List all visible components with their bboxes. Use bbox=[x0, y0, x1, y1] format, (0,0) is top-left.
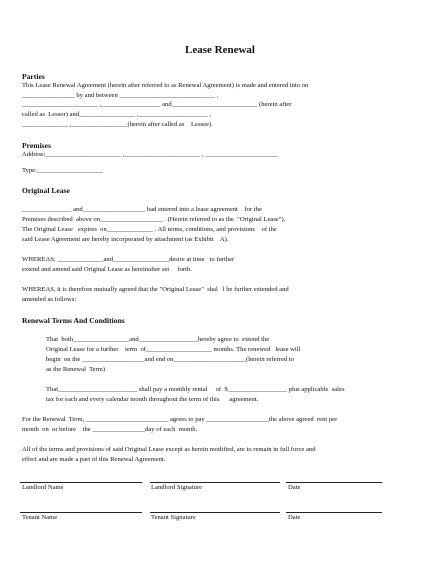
renewal-p4-line-1: All of the terms and provisions of said Original Lease except as herein modified, are to remain in full force and bbox=[22, 446, 316, 453]
landlord-name-label: Landlord Name bbox=[22, 484, 64, 491]
renewal-p4-line-2: effect and are made a part of this Renewal Agreement. bbox=[22, 456, 166, 463]
original-lease-p3-line-1: WHEREAS, it is therefore mutually agreed that the "Original Lease" shal l be further extended and bbox=[22, 286, 289, 293]
renewal-p3-line-1: For the Renewal Term, _________________________ agrees to pay ___________________the above agreed rent per bbox=[22, 416, 338, 423]
original-lease-p1-line-1: _______________ and___________________ had entered into a lease agreement for the bbox=[22, 206, 262, 213]
original-lease-p2-line-1: WHEREAS; ______________and_________________desire at time to further bbox=[22, 256, 235, 263]
renewal-p1-line-1: That both_________________and__________________hereby agree to extend the bbox=[46, 336, 270, 343]
landlord-name-line[interactable] bbox=[20, 482, 142, 483]
date-label-2: Date bbox=[288, 514, 301, 521]
date-label-1: Date bbox=[288, 484, 301, 491]
parties-line-3: _______________________ ,__________________ and__________________________ (herein after bbox=[22, 101, 292, 108]
landlord-signature-label: Landlord Signature bbox=[151, 484, 203, 491]
tenant-signature-label: Tenant Signature bbox=[151, 514, 196, 521]
renewal-p1-line-4: as the Renewal Term) bbox=[46, 366, 106, 373]
renewal-p2-line-1: That________________________ shall pay a monthly rental of $__________________ plus applicable sales bbox=[46, 386, 345, 393]
page-title: Lease Renewal bbox=[185, 44, 255, 56]
original-lease-heading: Original Lease bbox=[22, 186, 70, 195]
original-lease-p2-line-2: extend and amend said Original Lease as hereinafter set forth. bbox=[22, 266, 192, 273]
parties-line-2: ________________ by and between _____________________________ , bbox=[22, 92, 219, 99]
renewal-p3-line-2: month on or before the ________________day of each month. bbox=[22, 426, 198, 433]
parties-line-5: ______________ ,_________________(herein after called as Lessee). bbox=[22, 121, 213, 128]
original-lease-p1-line-3: The Original Lease expires on______________ . All terms, conditions, and provisions of the bbox=[22, 226, 277, 233]
parties-line-1: This Lease Renewal Agreement (herein after referred to as Renewal Agreement) is made and entered into on bbox=[22, 82, 309, 89]
tenant-name-line[interactable] bbox=[20, 512, 142, 513]
tenant-name-label: Tenant Name bbox=[22, 514, 58, 521]
renewal-heading: Renewal Terms And Conditions bbox=[22, 316, 125, 325]
original-lease-p1-line-2: Premises described above on___________________ . (Herein referred to as the "Original Lease"). bbox=[22, 216, 286, 223]
tenant-signature-line[interactable] bbox=[150, 512, 280, 513]
premises-type: Type:____________________ bbox=[22, 167, 103, 174]
landlord-signature-line[interactable] bbox=[150, 482, 280, 483]
parties-line-4: called as Lessor) and_________________ ,_____________________ , bbox=[22, 111, 211, 118]
original-lease-p1-line-4: said Lease Agreement are hereby incorporated by attachment (as Exhibit A). bbox=[22, 236, 229, 243]
renewal-p1-line-2: Original Lease for a further term of____________________ months. The renewed lease will bbox=[46, 346, 301, 353]
original-lease-p3-line-2: amended as follows: bbox=[22, 296, 77, 303]
premises-heading: Premises bbox=[22, 141, 51, 150]
date-line-2[interactable] bbox=[286, 512, 382, 513]
parties-heading: Parties bbox=[22, 72, 45, 81]
premises-address: Address:_______________________ ,_______________________ , ______________________ bbox=[22, 151, 278, 158]
renewal-p1-line-3: begin on the ___________________and end on______________________(herein referred to bbox=[46, 356, 294, 363]
renewal-p2-line-2: tax for each and every calendar month throughout the term of this agreement. bbox=[46, 396, 259, 403]
date-line-1[interactable] bbox=[286, 482, 382, 483]
